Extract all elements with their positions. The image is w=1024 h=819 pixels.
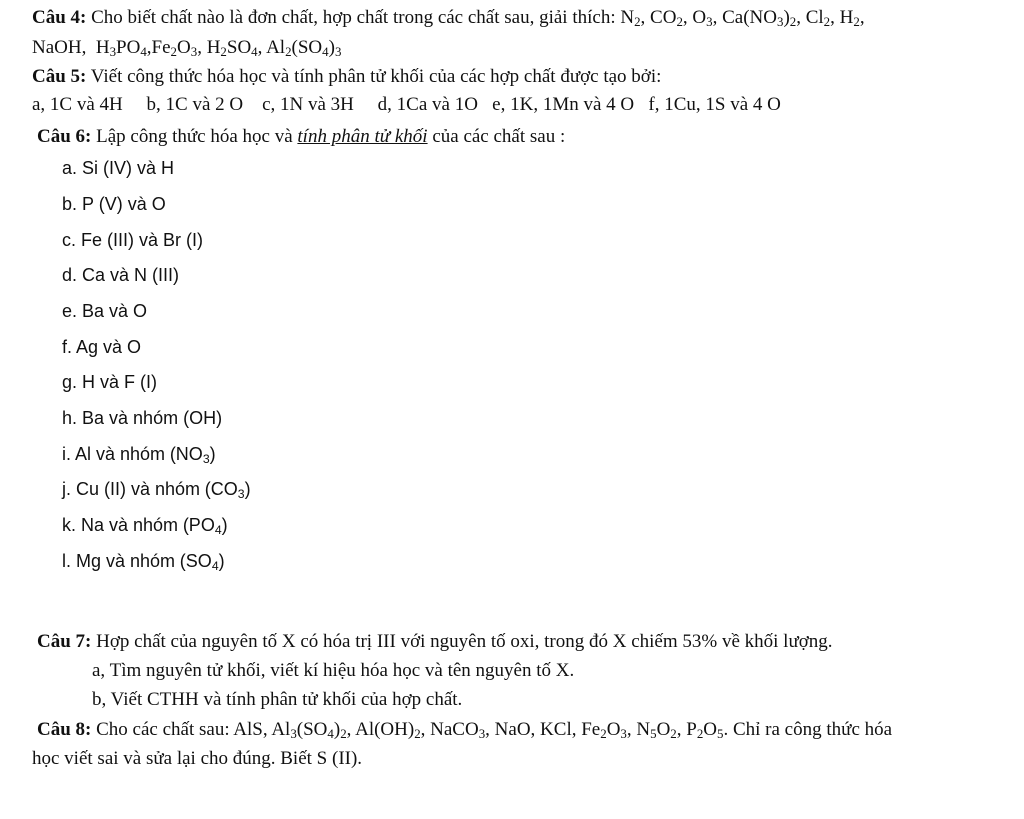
q7-line-1 [37, 630, 833, 654]
list-item: d. Ca và N (III) [62, 265, 180, 285]
q6-text-b: của các chất sau : [432, 126, 566, 147]
list-item: i. Al và nhóm $(NO_3)$ [62, 444, 216, 467]
q7-part-b: b, Viết CTHH và tính phân tử khối của hợp chất. [92, 689, 463, 710]
q4-line-2: NaOH, $H_3PO_4,Fe_2O_3$, $H_2SO_4$, $Al_2(SO_4)_3$ [32, 37, 342, 60]
q5-option: b, 1C và 2 O [146, 94, 244, 115]
list-item: c. Fe (III) và Br (I) [62, 230, 204, 250]
list-item: l. Mg và nhóm $(SO_4)$ [62, 551, 225, 574]
q5-options [32, 93, 781, 117]
q8-tail: Chỉ ra công thức hóa [732, 719, 893, 740]
q4-text: Cho biết chất nào là đơn chất, hợp chất trong các chất sau, giải thích: [91, 7, 616, 28]
q5-option: c, 1N và 3H [262, 94, 354, 115]
q5-label: Câu 5: [32, 66, 87, 87]
q5-option: e, 1K, 1Mn và 4 O [492, 94, 635, 115]
q6-line-1 [37, 125, 565, 149]
q4-line2-text: NaOH, [32, 37, 87, 58]
list-item: k. Na và nhóm $(PO_4)$ [62, 515, 228, 538]
q5-text: Viết công thức hóa học và tính phân tử khối của các hợp chất được tạo bởi: [90, 66, 662, 87]
list-item: j. Cu (II) và nhóm $(CO_3)$ [62, 479, 251, 502]
list-item: b. P (V) và O [62, 194, 166, 214]
list-item: h. Ba và nhóm (OH) [62, 408, 223, 428]
list-item: g. H và F (I) [62, 372, 158, 392]
q5-option: a, 1C và 4H [32, 94, 123, 115]
q8-label: Câu 8: [37, 719, 92, 740]
q6-text-a: Lập công thức hóa học và [96, 126, 293, 147]
list-item: a. Si (IV) và H [62, 158, 175, 178]
q5-line-1 [32, 65, 661, 89]
q6-text-underlined: tính phân tử khối [297, 126, 428, 147]
q5-option: f, 1Cu, 1S và 4 O [648, 94, 781, 115]
q7-label: Câu 7: [37, 631, 92, 652]
list-item: e. Ba và O [62, 301, 148, 321]
q4-label: Câu 4: [32, 7, 87, 28]
q7-text: Hợp chất của nguyên tố X có hóa trị III với nguyên tố oxi, trong đó X chiếm 53% về khối lượng. [96, 631, 833, 652]
q8-line-2: học viết sai và sửa lại cho đúng. Biết S (II). [32, 748, 363, 769]
q5-option: d, 1Ca và 1O [377, 94, 478, 115]
q8-text: Cho các chất sau: AlS, [96, 719, 268, 740]
list-item: f. Ag và O [62, 337, 142, 357]
q8-line-1: Câu 8: Cho các chất sau: AlS, $Al_3(SO_4)_2$, $Al(OH)_2$, NaCO$_3$, NaO, KCl, $Fe_2O_3$, $N_5O_2$, $P_2O_5$. Chỉ ra công thức hóa [37, 719, 893, 742]
q6-label: Câu 6: [37, 126, 92, 147]
q7-part-a: a, Tìm nguyên tử khối, viết kí hiệu hóa học và tên nguyên tố X. [92, 660, 575, 681]
q4-line-1: Câu 4: Cho biết chất nào là đơn chất, hợp chất trong các chất sau, giải thích: $N_2$, $CO_2$, $O_3$, $Ca(NO_3)_2$, $Cl_2$, $H_2$, [32, 7, 865, 30]
